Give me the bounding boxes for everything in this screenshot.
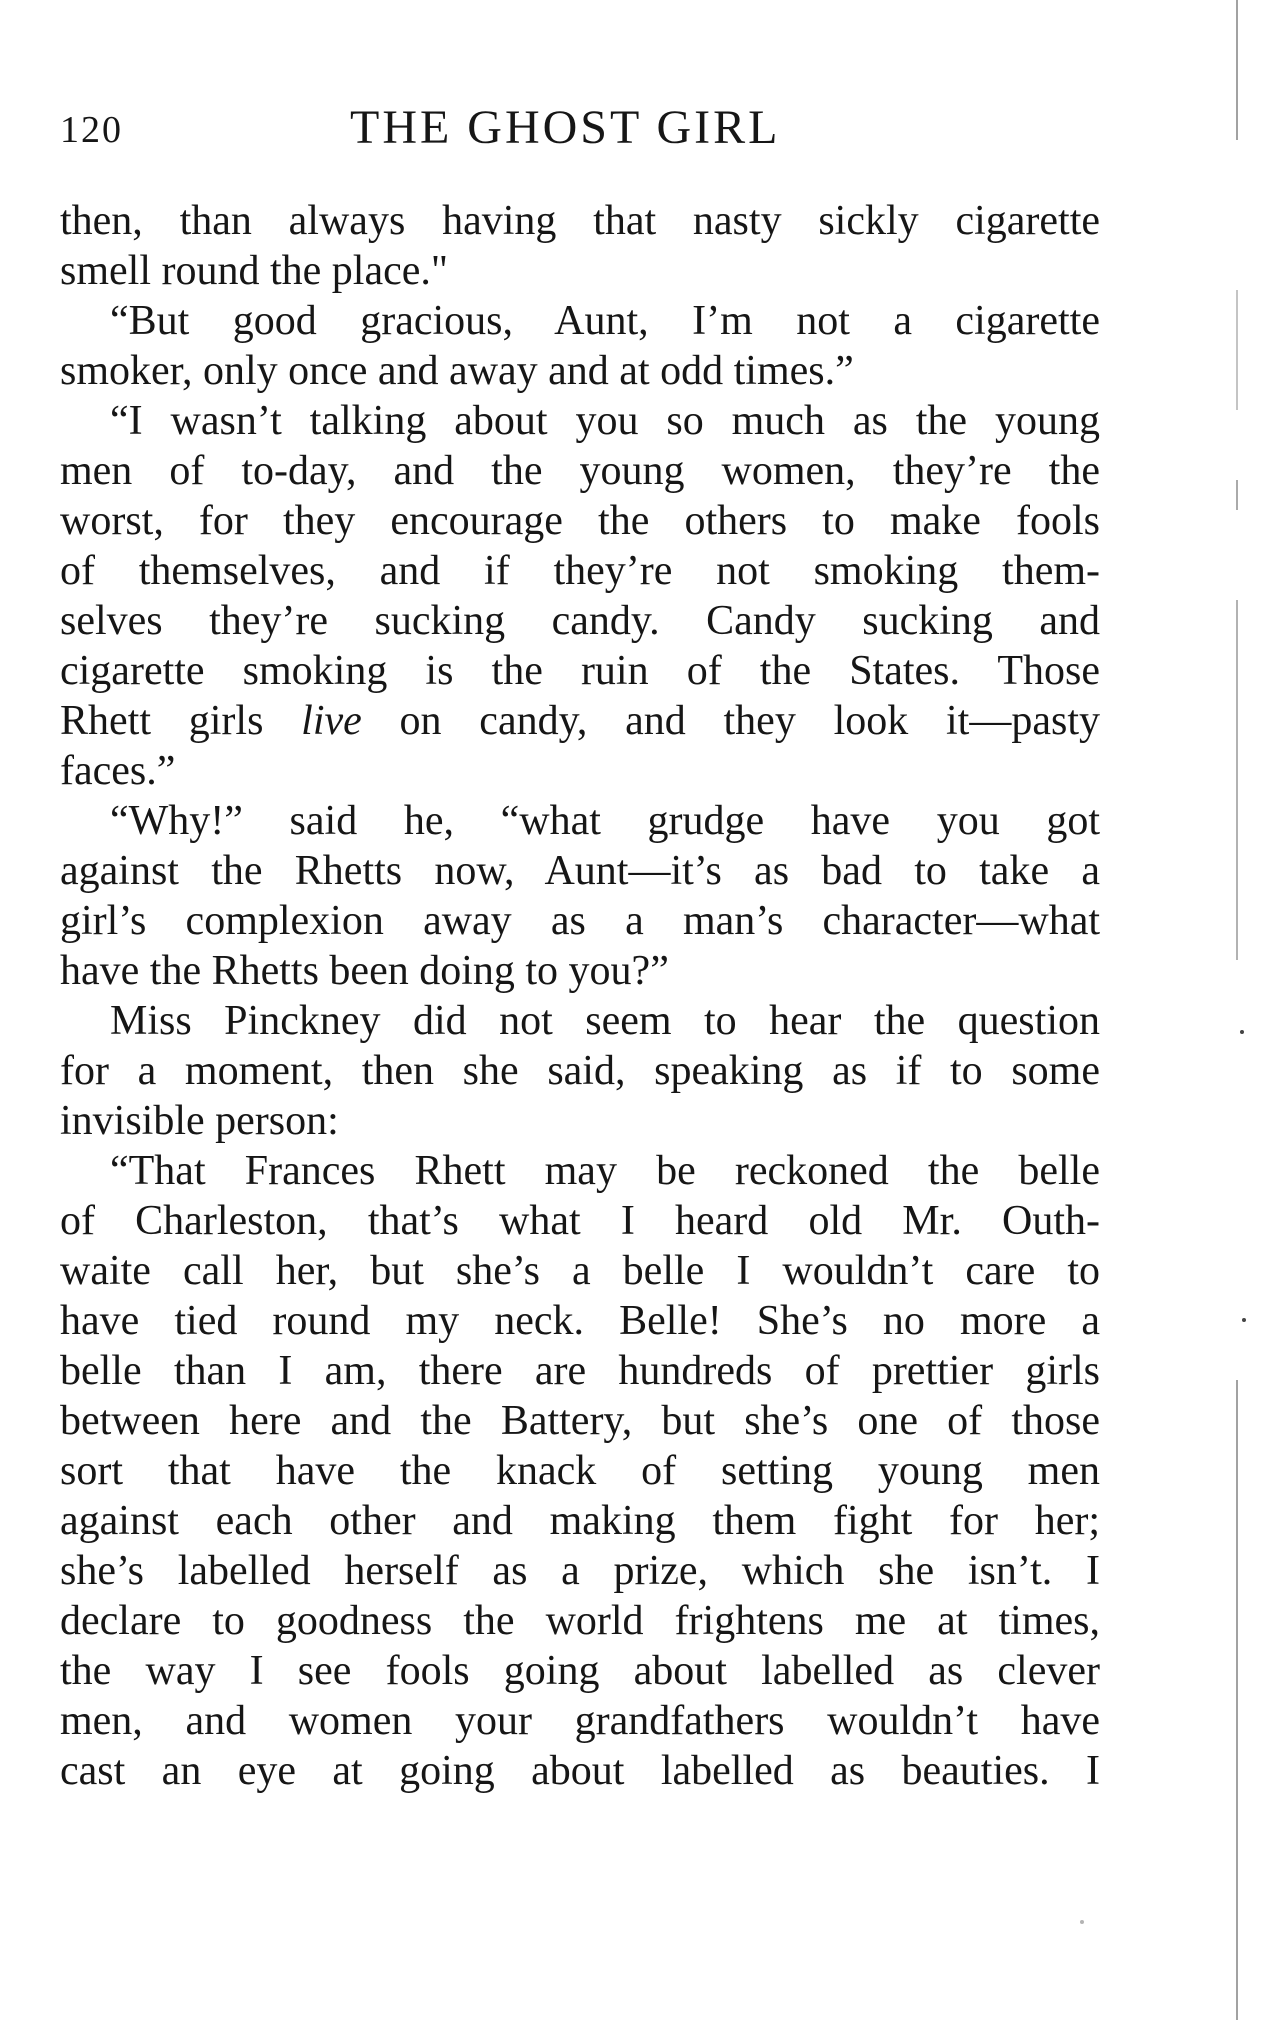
running-title: THE GHOST GIRL <box>350 101 781 154</box>
scan-dust-mark <box>1240 1030 1244 1034</box>
body-text <box>60 196 1100 1796</box>
text-line: “I wasn’t talking about you so much as the young <box>110 398 1100 444</box>
text-line: Miss Pinckney did not seem to hear the question <box>110 998 1100 1044</box>
text-line: men, and women your grandfathers wouldn’t have <box>60 1698 1100 1744</box>
scan-edge-mark <box>1236 290 1238 410</box>
text-line: waite call her, but she’s a belle I wouldn’t care to <box>60 1248 1100 1294</box>
text-line: for a moment, then she said, speaking as if to some <box>60 1048 1100 1094</box>
text-line: between here and the Battery, but she’s one of those <box>60 1398 1100 1444</box>
text-line: worst, for they encourage the others to make fools <box>60 498 1100 544</box>
text-line: of Charleston, that’s what I heard old Mr. Outh- <box>60 1198 1100 1244</box>
text-line: cast an eye at going about labelled as beauties. I <box>60 1748 1100 1794</box>
text-line: then, than always having that nasty sickly cigarette <box>60 198 1100 244</box>
text-line: against each other and making them fight for her; <box>60 1498 1100 1544</box>
text-line: of themselves, and if they’re not smoking them- <box>60 548 1100 594</box>
text-line: she’s labelled herself as a prize, which she isn’t. I <box>60 1548 1100 1594</box>
scan-edge-mark <box>1236 600 1238 960</box>
text-line: belle than I am, there are hundreds of prettier girls <box>60 1348 1100 1394</box>
page-number: 120 <box>60 109 123 151</box>
text-line: “But good gracious, Aunt, I’m not a cigarette <box>110 298 1100 344</box>
text-line: the way I see fools going about labelled as clever <box>60 1648 1100 1694</box>
italic-word: live <box>301 698 362 744</box>
running-header <box>60 100 1100 160</box>
scan-edge-mark <box>1236 0 1238 140</box>
text-line: declare to goodness the world frightens me at times, <box>60 1598 1100 1644</box>
scan-edge-mark <box>1236 480 1238 510</box>
text-line-segment: on candy, and they look it—pasty <box>361 698 1100 744</box>
text-line: against the Rhetts now, Aunt—it’s as bad to take a <box>60 848 1100 894</box>
scan-edge-mark <box>1236 1380 1238 2020</box>
scan-dust-mark <box>1242 1318 1246 1322</box>
text-line: selves they’re sucking candy. Candy sucking and <box>60 598 1100 644</box>
text-line: have tied round my neck. Belle! She’s no more a <box>60 1298 1100 1344</box>
text-line: smoker, only once and away and at odd times.” <box>60 348 854 394</box>
text-line: “Why!” said he, “what grudge have you got <box>110 798 1100 844</box>
text-line: “That Frances Rhett may be reckoned the belle <box>110 1148 1100 1194</box>
text-line: cigarette smoking is the ruin of the States. Those <box>60 648 1100 694</box>
text-line <box>60 696 1100 746</box>
text-line: smell round the place." <box>60 248 449 294</box>
scan-dust-mark <box>1080 1920 1084 1924</box>
text-line: sort that have the knack of setting young men <box>60 1448 1100 1494</box>
text-line: faces.” <box>60 748 176 794</box>
text-line-segment: Rhett girls <box>60 698 302 744</box>
text-line: invisible person: <box>60 1098 339 1144</box>
text-line: men of to-day, and the young women, they’re the <box>60 448 1100 494</box>
text-line: girl’s complexion away as a man’s character—what <box>60 898 1100 944</box>
text-line: have the Rhetts been doing to you?” <box>60 948 669 994</box>
